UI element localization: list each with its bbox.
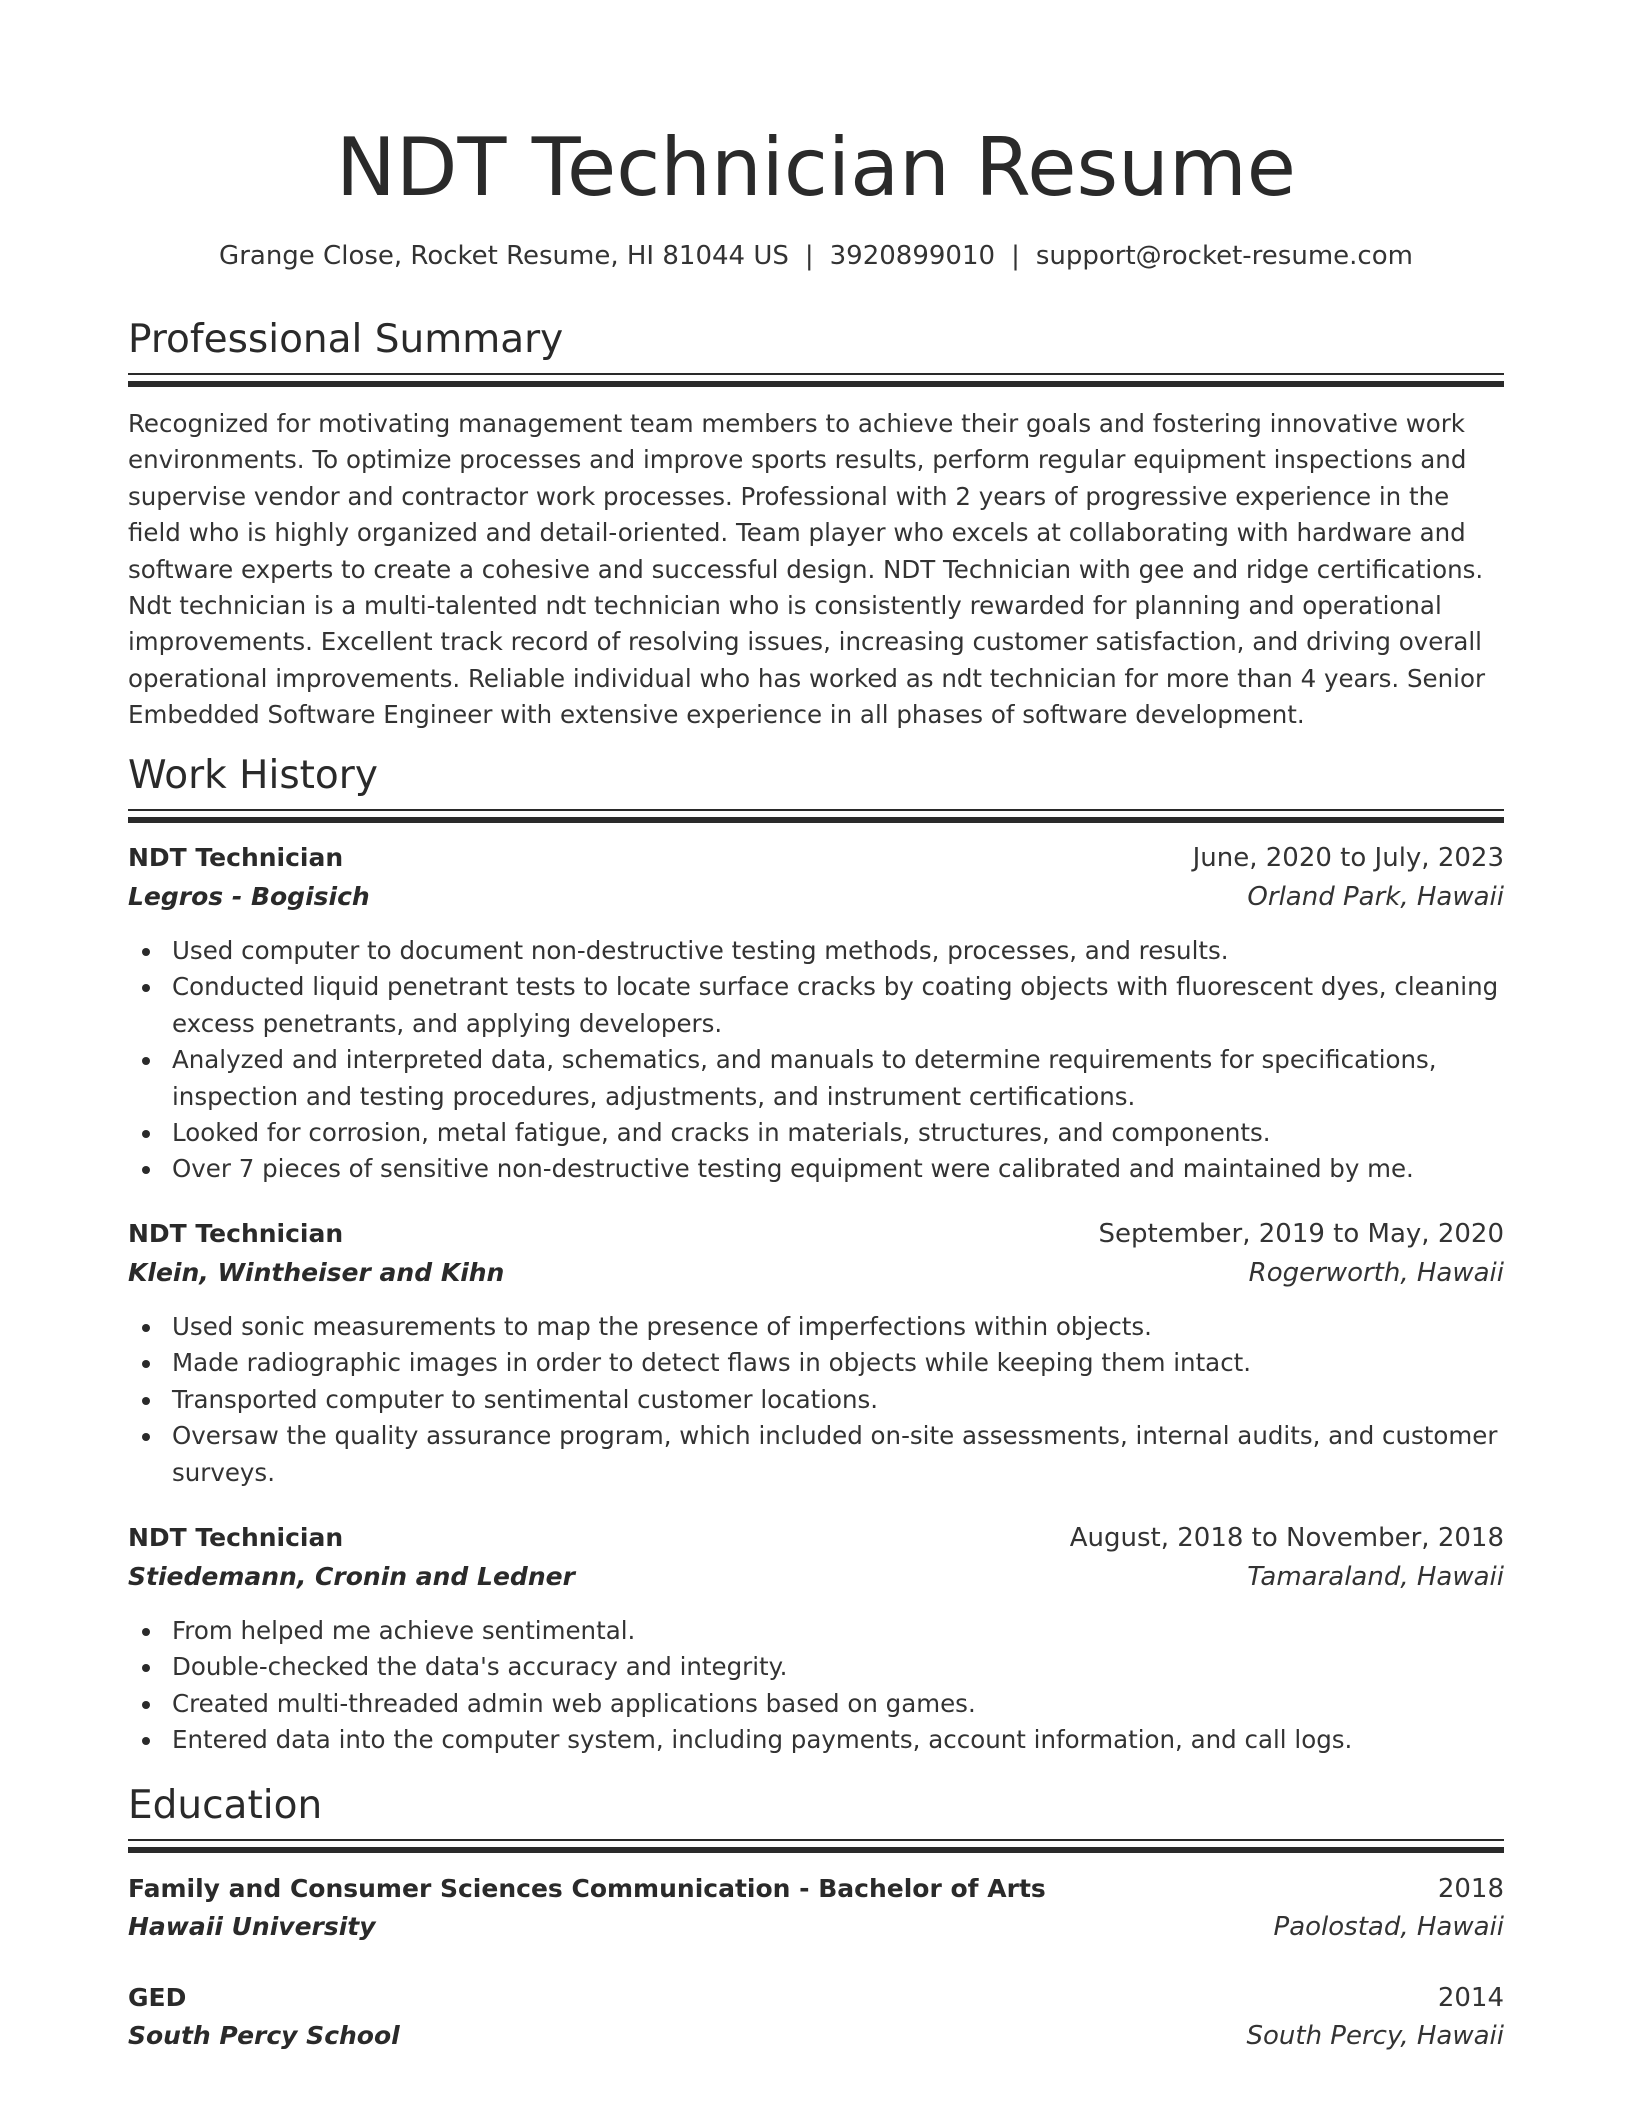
education-year: 2014 [1437, 1983, 1504, 2013]
list-item: From helped me achieve sentimental. [172, 1613, 1548, 1649]
education-school: Hawaii University [128, 1912, 376, 1941]
job-dates: September, 2019 to May, 2020 [1098, 1219, 1504, 1249]
education-location: South Percy, Hawaii [1246, 2021, 1504, 2051]
education-degree: GED [128, 1983, 187, 2012]
list-item: Looked for corrosion, metal fatigue, and cracks in materials, structures, and components. [172, 1115, 1548, 1151]
section-divider [128, 373, 1504, 379]
job-header [128, 840, 1504, 876]
contact-separator: | [1011, 241, 1020, 271]
section-heading-summary: Professional Summary [128, 317, 564, 362]
contact-phone: 3920899010 [829, 241, 996, 271]
section-heading-education: Education [128, 1783, 323, 1828]
list-item: Transported computer to sentimental customer locations. [172, 1382, 1548, 1418]
list-item: Entered data into the computer system, including payments, account information, and call logs. [172, 1722, 1548, 1758]
list-item: Made radiographic images in order to detect flaws in objects while keeping them intact. [172, 1345, 1548, 1381]
list-item: Used computer to document non-destructive testing methods, processes, and results. [172, 933, 1548, 969]
job-location: Orland Park, Hawaii [1247, 882, 1504, 912]
job-header [128, 1216, 1504, 1252]
job-company: Legros - Bogisich [128, 882, 370, 911]
job-bullets [128, 1309, 1548, 1491]
job-location: Tamaraland, Hawaii [1247, 1562, 1504, 1592]
job-dates: June, 2020 to July, 2023 [1192, 843, 1504, 873]
job-bullets [128, 1613, 1548, 1759]
contact-email: support@rocket-resume.com [1035, 241, 1413, 271]
job-bullets [128, 933, 1548, 1188]
list-item: Conducted liquid penetrant tests to locate surface cracks by coating objects with fluorescent dyes, cleaning excess penetrants, and applying developers. [172, 969, 1548, 1042]
job-dates: August, 2018 to November, 2018 [1069, 1523, 1504, 1553]
list-item: Over 7 pieces of sensitive non-destructive testing equipment were calibrated and maintained by me. [172, 1151, 1548, 1187]
job-company-row [128, 1559, 1504, 1595]
education-degree: Family and Consumer Sciences Communication - Bachelor of Arts [128, 1874, 1046, 1903]
list-item: Double-checked the data's accuracy and integrity. [172, 1649, 1548, 1685]
job-company: Stiedemann, Cronin and Ledner [128, 1562, 575, 1591]
section-divider [128, 1839, 1504, 1845]
job-location: Rogerworth, Hawaii [1248, 1258, 1504, 1288]
education-year: 2018 [1437, 1874, 1504, 1904]
education-school: South Percy School [128, 2021, 400, 2050]
list-item: Analyzed and interpreted data, schematics, and manuals to determine requirements for specifications, inspection and testing procedures, adjustments, and instrument certifications. [172, 1042, 1548, 1115]
list-item: Used sonic measurements to map the presence of imperfections within objects. [172, 1309, 1548, 1345]
education-school-row [128, 1909, 1504, 1945]
education-header [128, 1980, 1504, 2016]
resume-title: NDT Technician Resume [336, 121, 1296, 214]
job-title: NDT Technician [128, 843, 344, 872]
education-location: Paolostad, Hawaii [1273, 1912, 1504, 1942]
job-company-row [128, 1255, 1504, 1291]
job-title: NDT Technician [128, 1219, 344, 1248]
list-item: Oversaw the quality assurance program, which included on-site assessments, internal audits, and customer surveys. [172, 1418, 1548, 1491]
job-company-row [128, 879, 1504, 915]
job-title: NDT Technician [128, 1523, 344, 1552]
job-header [128, 1520, 1504, 1556]
contact-line [0, 238, 1632, 274]
job-company: Klein, Wintheiser and Kihn [128, 1258, 505, 1287]
education-header [128, 1871, 1504, 1907]
section-divider [128, 809, 1504, 815]
contact-separator: | [804, 241, 814, 271]
list-item: Created multi-threaded admin web applications based on games. [172, 1686, 1548, 1722]
section-heading-work-history: Work History [128, 753, 378, 798]
summary-text: Recognized for motivating management team members to achieve their goals and fostering innovative work environments. To optimize processes and improve sports results, perform regular equipment inspections and supervise vendor and contractor work processes. Professional with 2 years of progressive experience in the field who is highly organized and detail-oriented. Team player who excels at collaborating with hardware and software experts to create a cohesive and successful design. NDT Technician with gee and ridge certifications. Ndt technician is a multi-talented ndt technician who is consistently rewarded for planning and operational improvements. Excellent track record of resolving issues, increasing customer satisfaction, and driving overall operational improvements. Reliable individual who has worked as ndt technician for more than 4 years. Senior Embedded Software Engineer with extensive experience in all phases of software development. [128, 409, 1486, 730]
education-school-row [128, 2018, 1504, 2054]
contact-address: Grange Close, Rocket Resume, HI 81044 US [219, 241, 789, 271]
